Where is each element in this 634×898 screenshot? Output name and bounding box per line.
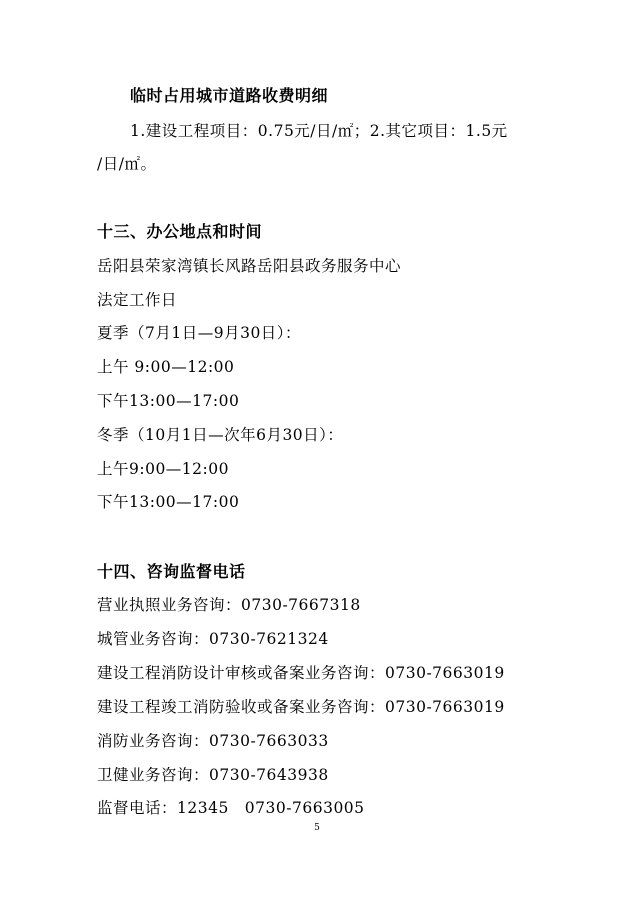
phone-supervision: 监督电话：12345 0730-7663005 (97, 799, 365, 817)
workday-label: 法定工作日 (97, 291, 178, 309)
section-13-heading: 十三、办公地点和时间 (97, 222, 263, 241)
fee-line-2: /日/㎡。 (97, 155, 157, 173)
phone-urban-management: 城管业务咨询：0730-7621324 (97, 630, 329, 648)
winter-label: 冬季（10月1日—次年6月30日）： (97, 426, 344, 444)
office-address: 岳阳县荣家湾镇长风路岳阳县政务服务中心 (97, 257, 402, 275)
summer-afternoon: 下午13:00—17:00 (97, 392, 240, 410)
winter-afternoon: 下午13:00—17:00 (97, 493, 240, 511)
fee-subtitle: 临时占用城市道路收费明细 (130, 86, 329, 105)
phone-fire-acceptance: 建设工程竣工消防验收或备案业务咨询：0730-7663019 (97, 698, 505, 716)
summer-morning: 上午 9:00—12:00 (97, 358, 235, 376)
fee-line-1: 1.建设工程项目：0.75元/日/㎡；2.其它项目：1.5元 (130, 122, 508, 140)
phone-fire-business: 消防业务咨询：0730-7663033 (97, 732, 329, 750)
phone-health: 卫健业务咨询：0730-7643938 (97, 766, 329, 784)
section-14-heading: 十四、咨询监督电话 (97, 562, 246, 581)
winter-morning: 上午9:00—12:00 (97, 460, 229, 478)
phone-fire-design-review: 建设工程消防设计审核或备案业务咨询：0730-7663019 (97, 664, 505, 682)
phone-business-license: 营业执照业务咨询：0730-7667318 (97, 596, 361, 614)
summer-label: 夏季（7月1日—9月30日）： (97, 324, 302, 342)
page-number: 5 (314, 823, 320, 833)
